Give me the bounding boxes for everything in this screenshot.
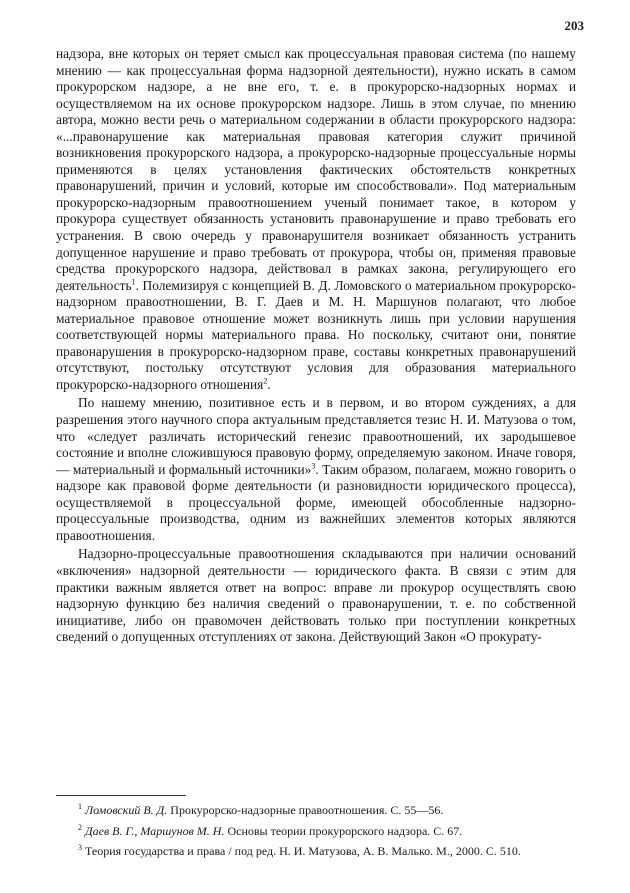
footnote-author: Ломовский В. Д. bbox=[85, 803, 168, 817]
paragraph: Надзорно-процессуальные правоотношения складываются при наличии оснований «включения» надзорной деятельности — юридического факта. В связи с этим для практики важным является ответ на вопрос: вправе ли прокурор осуществлять свою надзорную функцию без наличия сведений о правонарушении, т. е. по собственной инициативе, либо он правомочен действовать только при поступлении конкретных сведений о допущенных отступлениях от закона. Действующий Закон «О прокурату- bbox=[56, 546, 576, 645]
footnote: $^3$ Теория государства и права / под ред. Н. И. Матузова, А. В. Малько. М., 2000. С. 510. bbox=[78, 843, 521, 858]
footnote-divider bbox=[56, 795, 186, 796]
page-number: 203 bbox=[564, 18, 584, 33]
footnote-author: Даев В. Г., Маршунов М. Н. bbox=[85, 823, 225, 838]
paragraph: По нашему мнению, позитивное есть и в первом, и во втором суждениях, а для разрешения этого научного спора актуальным представляется тезис Н. И. Матузова о том, что «следует различать исторический генезис правоотношений, их зародышевое состояние и вполне сложившуюся правовую форму, определяемую законом. Иначе говоря, — материальный и формальный источники»$^3$. Таким образом, полагаем, можно говорить о надзоре как правовой форме деятельности (и разновидности юридического процесса), осуществляемой в процессуальной форме, имеющей обособленные надзорно-процессуальные производства, одним из важнейших элементов которых являются правоотношения. bbox=[56, 395, 576, 543]
footnote: $^1$ Ломовский В. Д. Прокурорско-надзорные правоотношения. С. 55—56. bbox=[78, 802, 444, 817]
footnote-ref[interactable]: 3 bbox=[311, 461, 316, 471]
body-text bbox=[56, 46, 576, 646]
footnote: $^2$ Даев В. Г., Маршунов М. Н. Основы теории прокурорского надзора. С. 67. bbox=[78, 822, 463, 838]
footnote-ref[interactable]: 1 bbox=[131, 277, 136, 287]
paragraph: надзора, вне которых он теряет смысл как процессуальная правовая система (по нашему мнению — как процессуальная форма надзорной деятельности), нужно искать в самом прокурорском надзоре, а не вне его, т. е. в прокурорско-надзорных нормах и осуществляемом на их основе прокурорском надзоре. Лишь в этом случае, по мнению автора, можно вести речь о материальном содержании в области прокурорского надзора: «...правонарушение как материальная правовая категория служит причиной возникновения прокурорского надзора, а прокурорско-надзорные процессуальные нормы применяются в целях установления фактических обстоятельств конкретных правонарушений, причин и условий, которые им способствовали». Под материальным прокурорско-надзорным правоотношением ученый понимает такое, в котором у прокурора существует обязанность установить правонарушение и право требовать его устранения. В свою очередь у правонарушителя возникает обязанность устранить допущенное нарушение и право требовать от прокурора, чтобы он, применяя правовые средства прокурорского надзора, действовал в рамках закона, регулирующего его деятельность$^1$. Полемизируя с концепцией В. Д. Ломовского о материальном прокурорско-надзорном правоотношении, В. Г. Даев и М. Н. Маршунов полагают, что любое материальное правовое отношение может возникнуть лишь при условии нарушения соответствующей нормы материального права. Но поскольку, считают они, понятие правонарушения в прокурорско-надзорном праве, составы конкретных правонарушений отсутствуют, постольку отсутствуют условия для образования материального прокурорско-надзорного отношения$^2$. bbox=[56, 46, 576, 392]
footnotes bbox=[56, 803, 576, 865]
footnote-ref[interactable]: 2 bbox=[263, 376, 268, 386]
